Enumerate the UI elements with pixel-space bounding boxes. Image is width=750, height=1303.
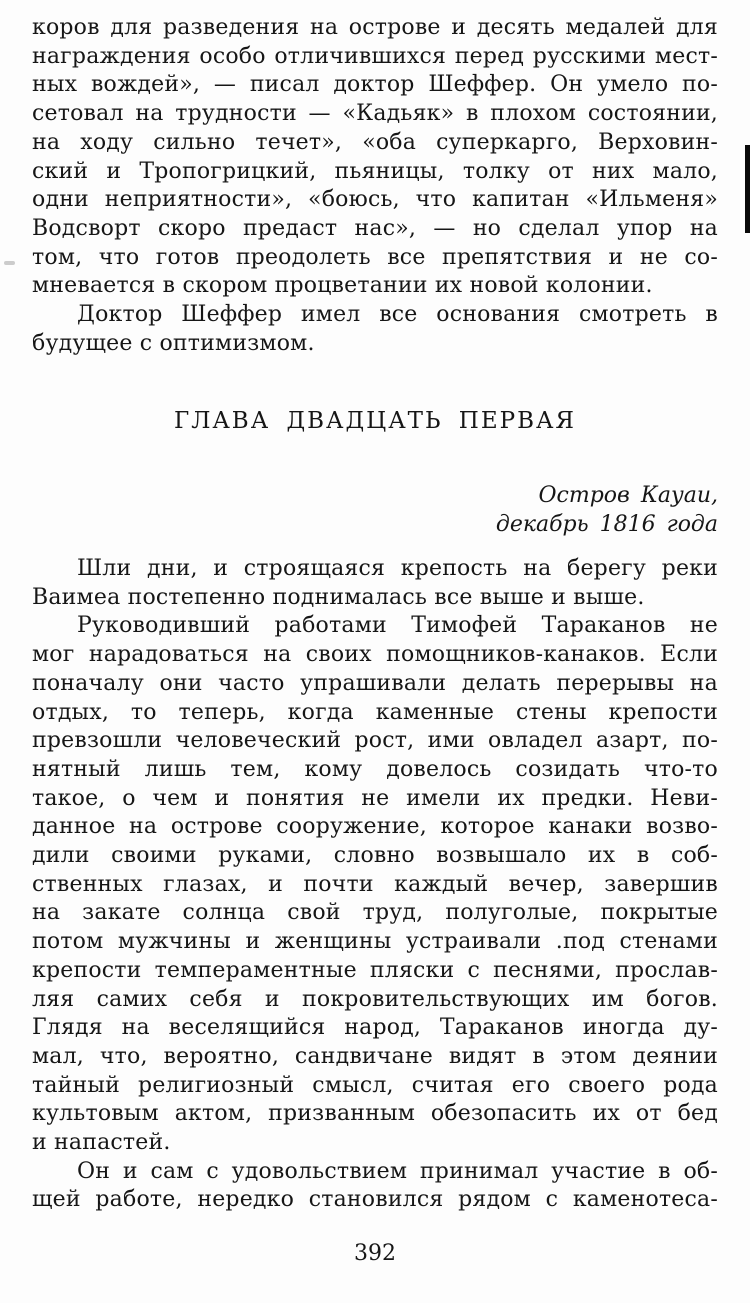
- text-line: потом мужчины и женщины устраивали .под стенами: [32, 929, 718, 955]
- text-line: коров для разведения на острове и десять медалей для: [32, 15, 718, 40]
- text-line: Ваимеа постепенно поднималась все выше и выше.: [32, 584, 645, 610]
- left-margin-speck: [4, 261, 15, 265]
- text-line: ский и Тропогрицкий, пьяницы, толку от них мало,: [32, 158, 718, 184]
- text-line: мог нарадоваться на своих помощников-канаков. Если: [32, 642, 718, 668]
- text-line: Руководивший работами Тимофей Тараканов не: [77, 613, 718, 639]
- text-line: Глядя на веселящийся народ, Тараканов иногда ду-: [32, 1015, 718, 1041]
- main-text-block: [32, 555, 718, 1215]
- text-line: тайный религиозный смысл, считая его своего рода: [32, 1072, 718, 1098]
- dateline-place: Остров Кауаи,: [538, 483, 718, 508]
- text-line: Он и сам с удовольствием принимал участие в об-: [77, 1158, 718, 1184]
- dateline: [32, 482, 718, 539]
- text-line: на ходу сильно течет», «оба суперкарго, Верховин-: [32, 129, 718, 155]
- text-line: одни неприятности», «боюсь, что капитан «Ильменя»: [32, 187, 718, 213]
- text-line: нятный лишь тем, кому довелось созидать что-то: [32, 756, 718, 782]
- chapter-heading: ГЛАВА ДВАДЦАТЬ ПЕРВАЯ: [173, 408, 577, 434]
- text-line: превзошли человеческий рост, ими овладел азарт, по-: [32, 728, 718, 754]
- text-line: награждения особо отличившихся перед русскими мест-: [32, 43, 718, 69]
- dateline-date: декабрь 1816 года: [495, 511, 718, 537]
- text-line: мневается в скором процветании их новой колонии.: [32, 273, 653, 299]
- text-line: крепости темпераментные пляски с песнями, прослав-: [32, 957, 718, 983]
- text-line: мал, что, вероятно, сандвичане видят в этом деянии: [32, 1043, 718, 1069]
- text-line: дили своими руками, словно возвышало их в соб-: [32, 843, 718, 869]
- text-line: поначалу они часто упрашивали делать перерывы на: [32, 670, 718, 696]
- page-number: 392: [354, 1241, 396, 1266]
- text-line: на закате солнца свой труд, полуголые, покрытые: [32, 900, 718, 926]
- text-line: ственных глазах, и почти каждый вечер, завершив: [32, 871, 718, 897]
- text-line: щей работе, нередко становился рядом с каменотеса-: [32, 1187, 718, 1213]
- text-line: такое, о чем и понятия не имели их предки. Неви-: [32, 785, 718, 811]
- text-line: будущее с оптимизмом.: [32, 330, 315, 356]
- text-line: отдых, то теперь, когда каменные стены крепости: [32, 699, 718, 725]
- text-line: сетовал на трудности — «Кадьяк» в плохом состоянии,: [32, 101, 718, 127]
- top-text-block: [32, 14, 718, 358]
- text-line: культовым актом, призванным обезопасить их от бед: [32, 1101, 718, 1127]
- text-line: ляя самих себя и покровительствующих им богов.: [32, 986, 718, 1012]
- text-line: Водсворт скоро предаст нас», — но сделал упор на: [32, 215, 718, 241]
- text-line: данное на острове сооружение, которое канаки возво-: [32, 814, 718, 840]
- text-line: ных вождей», — писал доктор Шеффер. Он умело по-: [32, 72, 718, 98]
- text-line: Доктор Шеффер имел все основания смотреть в: [77, 302, 718, 328]
- text-line: Шли дни, и строящаяся крепость на берегу реки: [77, 556, 718, 581]
- scan-edge-artifact: [745, 145, 750, 233]
- text-line: и напастей.: [32, 1130, 171, 1156]
- text-line: том, что готов преодолеть все препятствия и не со-: [32, 244, 718, 270]
